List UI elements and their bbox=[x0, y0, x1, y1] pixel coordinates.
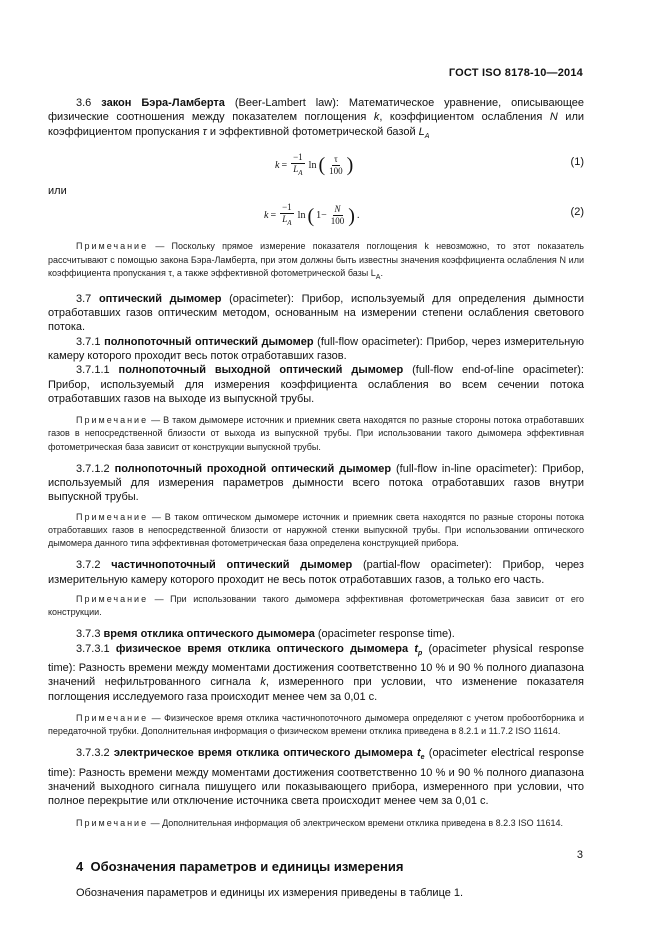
formula-1-number: (1) bbox=[570, 156, 584, 169]
definition-3-7-3: 3.7.3 время отклика оптического дымомера (opacimeter response time). bbox=[76, 628, 455, 641]
note-1: Примечание — Поскольку прямое измерение показателя поглощения k невозможно, то этот показатель рассчитывают с помощью закона Бэра-Ламберта, при этом должны быть известны значения коэффициента ослабления N или коэффициента пропускания τ, а также эффективной фотометрической базы $L_A$. bbox=[48, 241, 584, 281]
formula-1: k = $\frac{-1}{L_A}$ ln ( $\frac{\tau}{100}$ ) (1) bbox=[275, 152, 584, 177]
definition-3-7: 3.7 оптический дымомер (opacimeter): Прибор, используемый для определения дымности отработавших газов оптическим методом, основанным на измерении степени ослабления светового потока. bbox=[48, 292, 585, 334]
note-6: Примечание — Дополнительная информация об электрическом времени отклика приведена в 8.2.3 ISO 11614. bbox=[76, 817, 563, 828]
formula-2-number: (2) bbox=[570, 206, 584, 219]
note-4: Примечание — При использовании такого дымомера эффективная фотометрическая база зависит от его конструкции. bbox=[48, 593, 584, 618]
definition-3-7-3-1: 3.7.3.1 физическое время отклика оптического дымомера $t_p$ (opacimeter physical response time): Разность времени между моментами достижения соответственно 10 % и 90 % полного диапазона значений нефильтрованного сигнала k, измеренного при условии, что изменение показателя поглощения исследуемого газа происходит менее чем за 0,01 с. bbox=[48, 642, 584, 703]
definition-3-7-3-2: 3.7.3.2 электрическое время отклика оптического дымомера $t_e$ (opacimeter electrical response time): Разность времени между моментами достижения соответственно 10 % и 90 % полного диапазона значений выходного сигнала пишущего или показывающего прибора, измеренного при условии, что полное перекрытие или отключение источника света происходит менее чем за 0,01 с. bbox=[48, 747, 584, 808]
section-4-text: Обозначения параметров и единицы их измерения приведены в таблице 1. bbox=[76, 887, 464, 900]
definition-3-7-1-2: 3.7.1.2 полнопоточный проходной оптический дымомер (full-flow in-line opacimeter): Прибор, используемый для измерения параметров дымности всего потока отработавших газов внутри выпускной трубы. bbox=[48, 462, 584, 504]
page-content bbox=[48, 96, 584, 901]
term: закон Бэра-Ламберта bbox=[101, 97, 225, 109]
clause-number: 3.6 bbox=[76, 97, 92, 109]
or-connector: или bbox=[48, 185, 67, 198]
definition-3-7-1-1: 3.7.1.1 полнопоточный выходной оптический дымомер (full-flow end-of-line opacimeter): Прибор, используемый для измерения коэффициента ослабления во всем сечении потока отработавших газов на выходе из выпускной трубы. bbox=[48, 364, 584, 405]
note-5: Примечание — Физическое время отклика частичнопоточного дымомера определяют с учетом пробоотборника и передаточной трубки. Дополнительная информация о физическом времени отклика приведена в 8.2.1 и 11.7.2 ISO 11614. bbox=[48, 712, 584, 737]
definition-3-7-1: 3.7.1 полнопоточный оптический дымомер (full-flow opacimeter): Прибор, через измерительную камеру которого проходит весь поток отработавших газов. bbox=[48, 335, 585, 362]
note-2: Примечание — В таком дымомере источник и приемник света находятся по разные стороны потока отработавших газов в непосредственной близости от выхода из выпускной трубы. При использовании такого дымомера эффективная фотометрическая база зависит от конструкции выпускной трубы. bbox=[48, 415, 584, 452]
definition-3-7-2: 3.7.2 частичнопоточный оптический дымомер (partial-flow opacimeter): Прибор, через измерительную камеру которого проходит не весь поток отработавших газов, а только его часть. bbox=[48, 559, 584, 586]
page-number: 3 bbox=[576, 849, 583, 861]
document-header: ГОСТ ISO 8178-10—2014 bbox=[448, 67, 583, 79]
section-4-heading: 4 Обозначения параметров и единицы измерения bbox=[76, 858, 404, 874]
note-3: Примечание — В таком оптическом дымомере источник и приемник света находятся по разные стороны потока отработавших газов в непосредственной близости от наружной стенки выпускной трубы. При использовании оптического дымомера данного типа эффективная фотометрическая база определена конструкцией прибора. bbox=[48, 511, 584, 549]
definition-3-6: 3.6 закон Бэра-Ламберта (Beer-Lambert law): Математическое уравнение, описывающее физические соотношения между показателем поглощения k, коэффициентом ослабления N или коэффициентом пропускания τ и эффективной фотометрической базой $L_A$ bbox=[48, 97, 585, 140]
formula-2: k = $\frac{-1}{L_A}$ ln ( 1− $\frac{N}{100}$ ) . (2) bbox=[264, 202, 584, 228]
